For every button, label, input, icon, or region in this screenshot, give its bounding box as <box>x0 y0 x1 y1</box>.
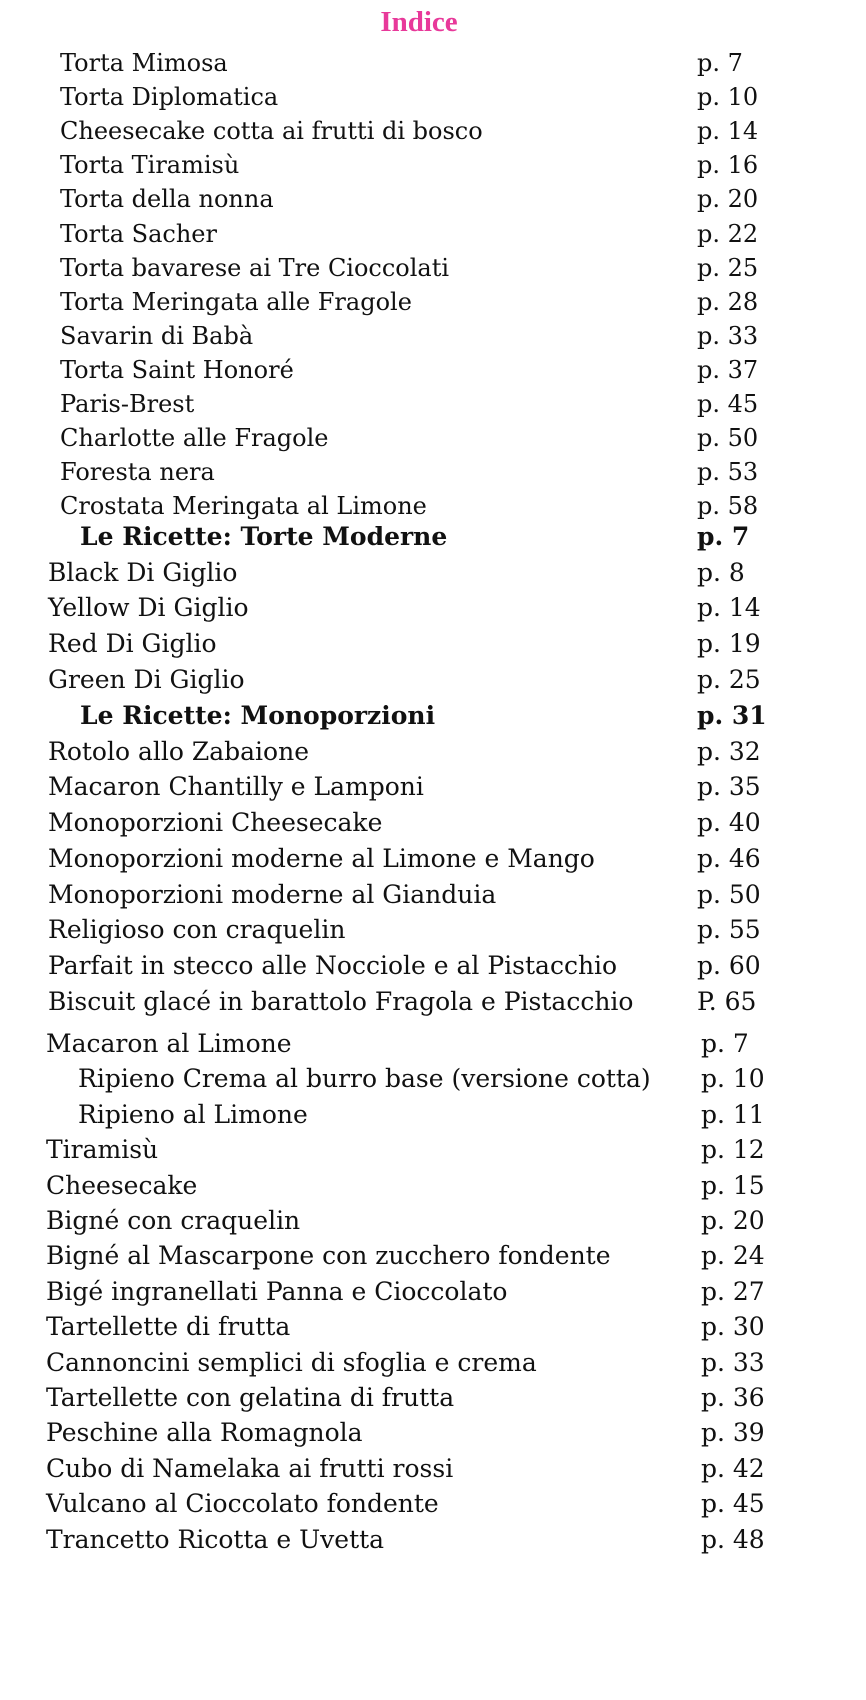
toc-entry-label: Tartellette con gelatina di frutta <box>46 1383 455 1412</box>
toc-entry-page-number: p. 36 <box>701 1383 765 1412</box>
toc-entry <box>0 253 866 283</box>
toc-entry-page-number: p. 40 <box>697 808 761 838</box>
toc-entry-label: Paris-Brest <box>60 390 195 418</box>
toc-entry-label: Cheesecake <box>46 1170 198 1200</box>
toc-entry <box>0 844 866 874</box>
toc-entry-page-number: p. 25 <box>697 253 759 282</box>
toc-entry-label: Torta della nonna <box>60 185 274 214</box>
toc-entry-label: Cheesecake cotta ai frutti di bosco <box>60 117 483 146</box>
toc-entry-label: Macaron al Limone <box>46 1029 292 1058</box>
toc-entry <box>0 321 866 351</box>
toc-entry-page-number: p. 39 <box>701 1418 765 1448</box>
toc-entry <box>0 1348 866 1378</box>
toc-entry-label: Torta Mimosa <box>60 49 228 77</box>
toc-entry-label: Macaron Chantilly e Lamponi <box>48 772 424 802</box>
toc-entry <box>0 423 866 453</box>
toc-entry-page-number: p. 12 <box>701 1135 765 1165</box>
toc-entry-label: Torta bavarese ai Tre Cioccolati <box>60 253 450 282</box>
toc-entry-page-number: p. 7 <box>697 49 743 77</box>
toc-entry <box>0 219 866 249</box>
toc-entry-page-number: p. 20 <box>701 1206 765 1235</box>
toc-entry <box>0 1206 866 1236</box>
toc-entry-label: Monoporzioni moderne al Gianduia <box>48 879 497 909</box>
toc-entry-label: Bigné con craquelin <box>46 1206 301 1235</box>
section-heading-label: Le Ricette: Monoporzioni <box>80 701 436 730</box>
toc-entry <box>0 558 866 588</box>
toc-entry-label: Peschine alla Romagnola <box>46 1418 363 1448</box>
toc-entry <box>0 1100 866 1130</box>
toc-entry-page-number: p. 16 <box>697 151 759 180</box>
toc-entry-page-number: p. 15 <box>701 1170 765 1200</box>
page-title: Indice <box>380 6 458 38</box>
toc-entry-page-number: p. 20 <box>697 185 759 214</box>
toc-entry-page-number: p. 46 <box>697 843 761 873</box>
toc-entry-label: Bigné al Mascarpone con zucchero fondente <box>46 1241 611 1271</box>
toc-entry-page-number: p. 50 <box>697 424 759 453</box>
toc-entry <box>0 1277 866 1307</box>
toc-entry-label: Vulcano al Cioccolato fondente <box>46 1489 439 1519</box>
toc-entry <box>0 1454 866 1484</box>
toc-entry <box>0 1029 866 1059</box>
toc-entry <box>0 184 866 214</box>
toc-entry <box>0 1241 866 1271</box>
toc-entry <box>0 1418 866 1448</box>
toc-entry <box>0 287 866 317</box>
toc-entry <box>0 629 866 659</box>
toc-entry <box>0 593 866 623</box>
toc-entry <box>0 150 866 180</box>
toc-entry <box>0 1135 866 1165</box>
toc-entry <box>0 880 866 910</box>
toc-entry-label: Red Di Giglio <box>48 629 217 659</box>
toc-entry-page-number: p. 8 <box>697 557 745 587</box>
toc-entry <box>0 491 866 521</box>
toc-entry-page-number: p. 58 <box>697 492 759 521</box>
toc-entry-page-number: p. 14 <box>697 593 761 623</box>
toc-entry <box>0 1383 866 1413</box>
toc-entry-page-number: p. 45 <box>697 390 759 418</box>
toc-entry-label: Charlotte alle Fragole <box>60 424 329 453</box>
toc-entry <box>0 987 866 1017</box>
toc-entry <box>0 48 866 78</box>
toc-entry-page-number: p. 33 <box>697 321 759 350</box>
toc-entry-label: Torta Meringata alle Fragole <box>60 287 412 316</box>
section-heading-label: Le Ricette: Torte Moderne <box>80 522 448 551</box>
toc-entry <box>0 389 866 419</box>
toc-entry-label: Torta Saint Honoré <box>60 355 294 384</box>
toc-entry-label: Tiramisù <box>46 1135 159 1165</box>
toc-entry-label: Monoporzioni Cheesecake <box>48 808 383 838</box>
toc-entry-label: Trancetto Ricotta e Uvetta <box>46 1524 385 1554</box>
toc-entry <box>0 1489 866 1519</box>
toc-entry <box>0 1171 866 1201</box>
toc-entry-label: Religioso con craquelin <box>48 915 346 945</box>
toc-entry-page-number: p. 10 <box>701 1064 765 1094</box>
toc-entry <box>0 1312 866 1342</box>
toc-entry <box>0 1525 866 1555</box>
toc-entry-page-number: p. 37 <box>697 355 759 384</box>
toc-entry <box>0 772 866 802</box>
toc-entry-page-number: p. 53 <box>697 458 759 487</box>
section-heading <box>0 701 866 731</box>
toc-entry-label: Green Di Giglio <box>48 664 245 694</box>
toc-entry-page-number: p. 28 <box>697 287 759 316</box>
toc-entry-label: Bigé ingranellati Panna e Cioccolato <box>46 1276 508 1306</box>
section-heading <box>0 522 866 552</box>
section-heading-page-number: p. 31 <box>697 701 767 730</box>
toc-entry-page-number: p. 22 <box>697 219 759 248</box>
toc-entry <box>0 737 866 767</box>
toc-entry-label: Torta Tiramisù <box>60 151 240 180</box>
toc-entry-page-number: p. 10 <box>697 83 759 112</box>
toc-entry-label: Torta Diplomatica <box>60 83 279 112</box>
toc-entry-label: Savarin di Babà <box>60 321 254 350</box>
toc-entry-page-number: p. 7 <box>701 1029 749 1058</box>
toc-entry <box>0 951 866 981</box>
toc-entry-label: Cannoncini semplici di sfoglia e crema <box>46 1347 537 1377</box>
toc-entry-page-number: p. 19 <box>697 629 761 659</box>
toc-entry <box>0 665 866 695</box>
toc-entry-page-number: p. 60 <box>697 950 761 980</box>
toc-entry-label: Black Di Giglio <box>48 557 238 587</box>
section-heading-page-number: p. 7 <box>697 522 750 551</box>
toc-entry-label: Parfait in stecco alle Nocciole e al Pistacchio <box>48 950 618 980</box>
toc-entry-page-number: p. 33 <box>701 1347 765 1377</box>
toc-entry-page-number: p. 32 <box>697 736 761 766</box>
toc-entry <box>0 808 866 838</box>
toc-entry <box>0 915 866 945</box>
toc-entry-page-number: p. 48 <box>701 1524 765 1554</box>
toc-entry-page-number: p. 14 <box>697 117 759 146</box>
toc-entry <box>0 355 866 385</box>
toc-entry-page-number: p. 30 <box>701 1312 765 1342</box>
toc-entry-label: Ripieno Crema al burro base (versione cotta) <box>78 1064 651 1094</box>
toc-entry-label: Ripieno al Limone <box>78 1099 308 1129</box>
toc-entry-label: Rotolo allo Zabaione <box>48 736 309 766</box>
toc-entry-label: Tartellette di frutta <box>46 1312 291 1342</box>
toc-entry-page-number: p. 45 <box>701 1489 765 1519</box>
toc-entry <box>0 1064 866 1094</box>
toc-entry-page-number: p. 25 <box>697 664 761 694</box>
toc-entry-page-number: p. 27 <box>701 1276 765 1306</box>
toc-entry-label: Cubo di Namelaka ai frutti rossi <box>46 1453 454 1483</box>
toc-entry-label: Monoporzioni moderne al Limone e Mango <box>48 843 595 873</box>
toc-entry-page-number: p. 35 <box>697 772 761 802</box>
toc-entry-page-number: p. 24 <box>701 1241 765 1271</box>
toc-entry <box>0 457 866 487</box>
toc-entry <box>0 116 866 146</box>
toc-entry-page-number: p. 42 <box>701 1453 765 1483</box>
toc-entry-page-number: p. 55 <box>697 915 761 945</box>
toc-entry-label: Foresta nera <box>60 458 215 487</box>
toc-entry-page-number: P. 65 <box>697 986 757 1016</box>
toc-entry-label: Crostata Meringata al Limone <box>60 492 427 521</box>
toc-entry-page-number: p. 11 <box>701 1099 765 1129</box>
toc-entry-page-number: p. 50 <box>697 879 761 909</box>
toc-entry-label: Biscuit glacé in barattolo Fragola e Pistacchio <box>48 986 634 1016</box>
toc-entry-label: Torta Sacher <box>60 219 217 248</box>
toc-entry <box>0 82 866 112</box>
toc-entry-label: Yellow Di Giglio <box>48 593 249 623</box>
